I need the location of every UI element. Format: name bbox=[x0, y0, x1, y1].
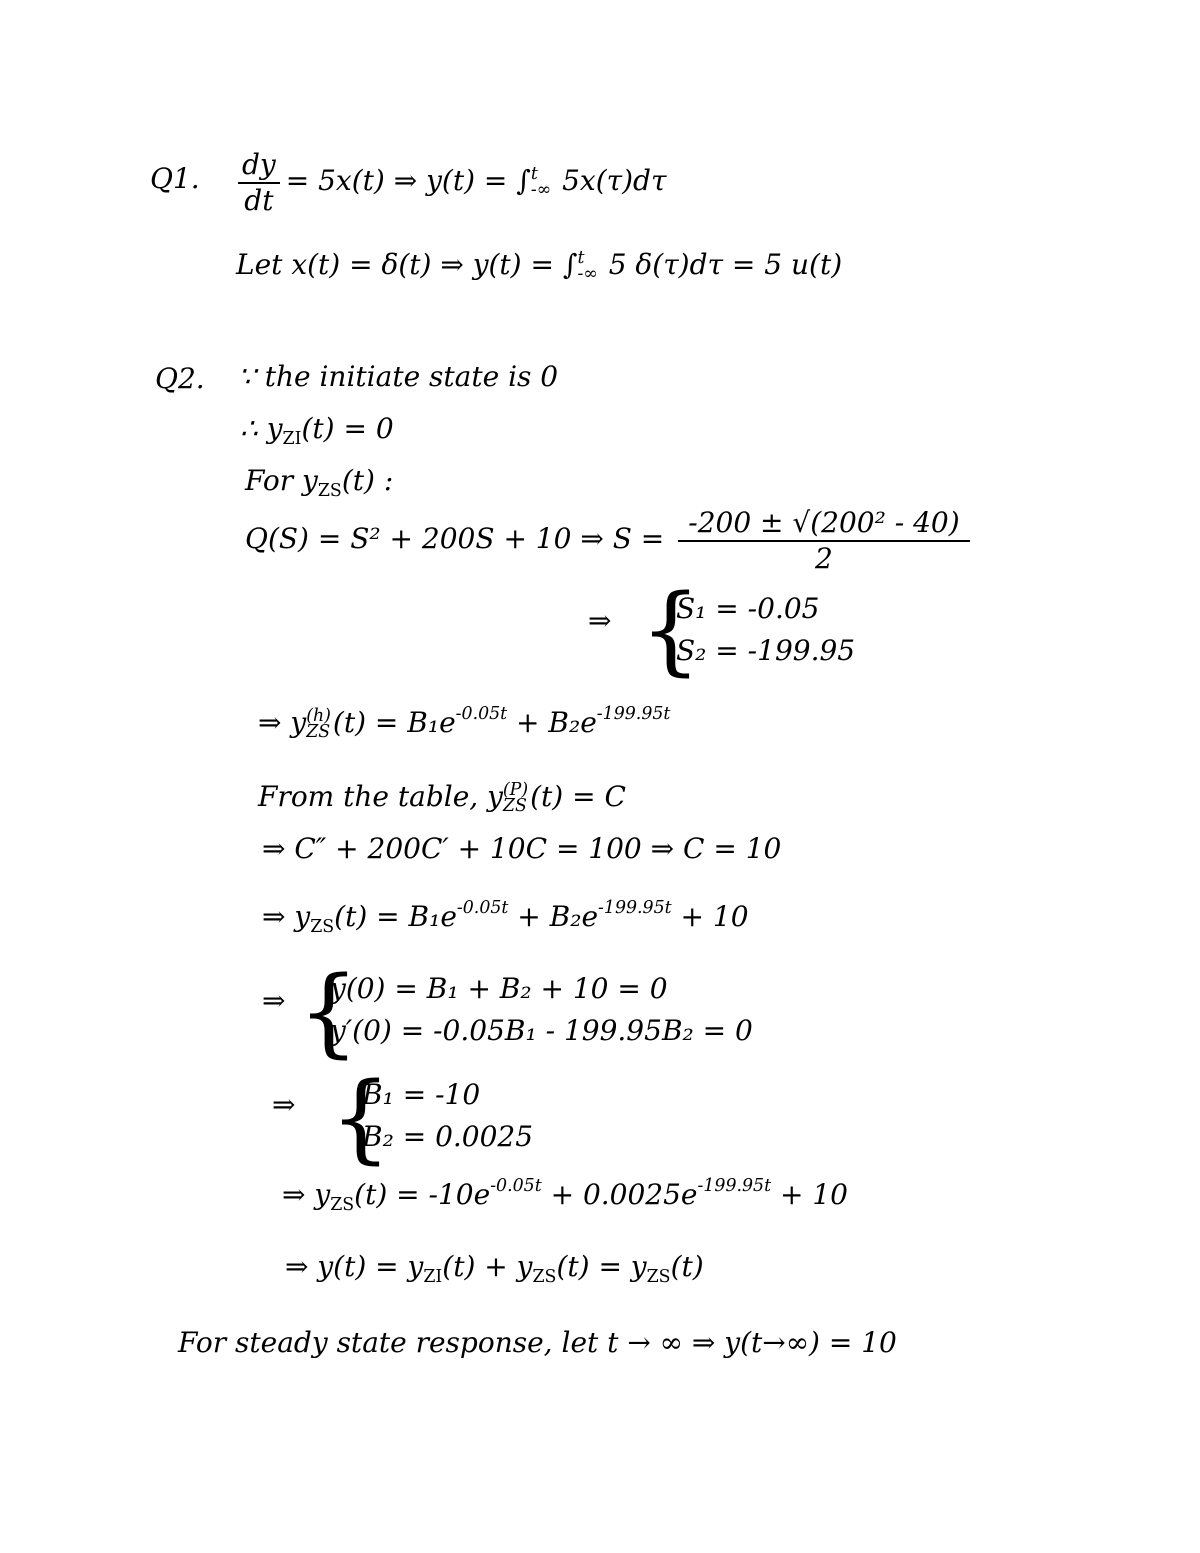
q1-label: Q1. bbox=[150, 162, 200, 195]
integral-limits bbox=[577, 247, 598, 284]
q2-characteristic-equation: Q(S) = S² + 200S + 10 ⇒ S = $\frac{\text{-200 ± √(200² - 40)}}{2}$ bbox=[245, 506, 976, 575]
initial-condition-dy0: y′(0) = -0.05B₁ - 199.95B₂ = 0 bbox=[330, 1013, 753, 1047]
initial-conditions-system bbox=[330, 972, 753, 1047]
root-s1: S₁ = -0.05 bbox=[676, 592, 820, 625]
q2-total-response: ⇒ $y(t) = y_{ZI}(t) + y_{ZS}(t) = y_{ZS}(t)$ bbox=[285, 1250, 704, 1288]
roots-system bbox=[676, 592, 855, 667]
q1-line-2-lead: Let x(t) = δ(t) ⇒ y(t) = ∫ bbox=[236, 248, 578, 281]
q1-line-2-integrand: 5 δ(τ)dτ = 5 u(t) bbox=[599, 248, 843, 281]
q2-solve-c: ⇒ C″ + 200C′ + 10C = 100 ⇒ C = 10 bbox=[262, 832, 782, 865]
integral-upper-limit: t bbox=[577, 247, 585, 268]
q2-particular-solution: From the table, y (P) ZS (t) = C bbox=[258, 779, 626, 816]
coefficients-system bbox=[362, 1078, 533, 1153]
root-fraction bbox=[678, 506, 969, 575]
q1-line-1-integrand: 5x(τ)dτ bbox=[553, 164, 667, 198]
q2-roots-arrow: ⇒ bbox=[588, 604, 612, 637]
roots-brace: { bbox=[640, 574, 702, 686]
q2-zero-state-solution: ⇒ $y_{ZS}(t) = -10e^{-0.05t} + 0.0025e^{-199.95t} + 10$ bbox=[282, 1176, 848, 1216]
root-denominator: 2 bbox=[815, 541, 833, 575]
derivative-denominator: dt bbox=[244, 183, 274, 217]
q2-label: Q2. bbox=[155, 362, 205, 395]
q1-line-1 bbox=[232, 148, 666, 217]
q2-coefficients-arrow: ⇒ bbox=[272, 1088, 296, 1121]
q2-homogeneous-solution: ⇒ y (h) ZS $(t) = B_1e^{-0.05t} + B_2e^{-199.95t}$ bbox=[258, 704, 671, 742]
q2-zero-input: ∴ $y_{ZI}(t) = 0$ bbox=[240, 412, 394, 450]
q2-initial-conditions-arrow: ⇒ bbox=[262, 984, 286, 1017]
q1-line-2 bbox=[236, 248, 842, 282]
integral-upper-limit: t bbox=[530, 163, 538, 184]
q2-steady-state: For steady state response, let t → ∞ ⇒ y(t→∞) = 10 bbox=[178, 1326, 897, 1359]
integral-lower-limit: -∞ bbox=[577, 263, 598, 284]
derivative-fraction bbox=[238, 148, 280, 217]
root-s2: S₂ = -199.95 bbox=[676, 633, 856, 667]
initial-conditions-brace: { bbox=[298, 956, 360, 1068]
coefficient-b2: B₂ = 0.0025 bbox=[362, 1119, 534, 1153]
derivative-numerator: dy bbox=[238, 148, 280, 184]
integral-lower-limit: -∞ bbox=[530, 179, 552, 200]
q1-line-1-rest: = 5x(t) ⇒ y(t) = ∫ bbox=[285, 164, 531, 198]
q2-initial-state: ∵ the initiate state is 0 bbox=[238, 360, 559, 393]
q2-zero-state-heading: For $y_{ZS}(t)$ : bbox=[245, 464, 394, 502]
coefficient-b1: B₁ = -10 bbox=[362, 1078, 481, 1111]
q2-complete-form: ⇒ $y_{ZS}(t) = B_1e^{-0.05t} + B_2e^{-199.95t} + 10$ bbox=[262, 898, 749, 938]
initial-condition-y0: y(0) = B₁ + B₂ + 10 = 0 bbox=[330, 972, 668, 1005]
coefficients-brace: { bbox=[330, 1062, 392, 1174]
integral-limits bbox=[530, 163, 552, 200]
root-numerator: -200 ± √(200² - 40) bbox=[678, 506, 969, 542]
